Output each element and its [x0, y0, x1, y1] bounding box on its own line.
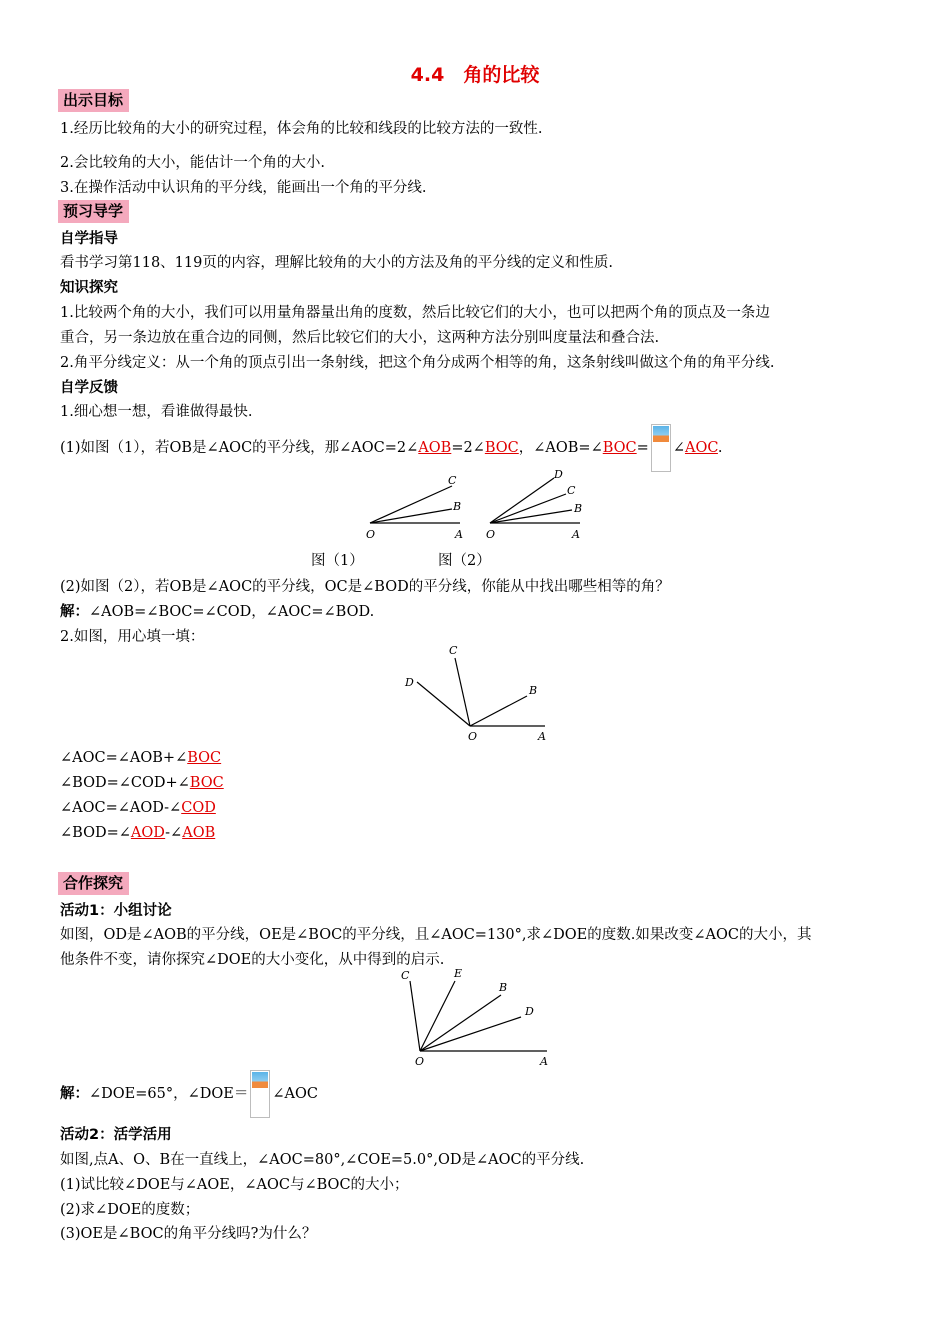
fig2-label-b: B [574, 502, 583, 515]
fig4-label-b: B [499, 981, 508, 994]
figure-3 [395, 640, 565, 745]
q1-mid-2: ，∠AOB=∠ [518, 440, 603, 456]
goal-2: 2.会比较角的大小，能估计一个角的大小. [60, 155, 325, 171]
q2: (2)如图（2），若OB是∠AOC的平分线，OC是∠BOD的平分线，你能从中找出哪些相等的角？ [60, 579, 670, 595]
fill-1-answer: BOC [187, 750, 222, 766]
fraction-image-icon [250, 1070, 270, 1118]
knowledge-1b: 重合，另一条边放在重合边的同侧，然后比较它们的大小，这两种方法分别叫度量法和叠合法. [60, 330, 660, 346]
feedback-title: 自学反馈 [60, 380, 118, 396]
activity-2-q1: (1)试比较∠DOE与∠AOE，∠AOC与∠BOC的大小； [60, 1177, 409, 1193]
q1-answer-3: BOC [602, 440, 637, 456]
fig4-label-e: E [454, 967, 463, 980]
fig1-label-b: B [453, 500, 462, 513]
q1-end: . [717, 440, 723, 456]
fig4-label-c: C [401, 969, 410, 982]
activity-2-q2: (2)求∠DOE的度数； [60, 1202, 200, 1218]
q2-solution-text: ∠AOB=∠BOC=∠COD，∠AOC=∠BOD. [89, 604, 375, 620]
fig3-label-c: C [449, 644, 458, 657]
fill-line-3 [60, 800, 216, 816]
knowledge-2: 2.角平分线定义：从一个角的顶点引出一条射线，把这个角分成两个相等的角，这条射线叫做这个角的角平分线. [60, 355, 775, 371]
figure-1 [370, 486, 460, 523]
q1-answer-1: AOB [418, 440, 452, 456]
q2-solution [60, 600, 374, 621]
q1-mid-1: =2∠ [451, 440, 485, 456]
fill-1-prefix: ∠AOC=∠AOB+∠ [60, 750, 188, 766]
fig2-label-c: C [567, 484, 576, 497]
q2-solution-label: 解： [60, 604, 89, 620]
fig2-label-o: O [486, 528, 496, 541]
fig4-label-d: D [525, 1005, 534, 1018]
fill-4-prefix: ∠BOD=∠ [60, 825, 131, 841]
fill-4-answer: AOD [130, 825, 166, 841]
preview-header: 预习导学 [58, 200, 129, 223]
fig2-caption: 图（2） [438, 553, 491, 569]
figure-4 [395, 965, 560, 1068]
fig3-label-b: B [529, 684, 538, 697]
q1-prefix: (1)如图（1），若OB是∠AOC的平分线，那∠AOC=2∠ [60, 440, 419, 456]
activity-1-text-b: 他条件不变，请你探究∠DOE的大小变化，从中得到的启示. [60, 952, 445, 968]
fill-3-answer: COD [181, 800, 216, 816]
knowledge-title: 知识探究 [60, 280, 118, 296]
fill-2-prefix: ∠BOD=∠COD+∠ [60, 775, 190, 791]
activity-1-solution [60, 1070, 318, 1116]
fig4-label-a: A [540, 1055, 548, 1068]
fig3-label-o: O [468, 730, 478, 743]
activity-1-title: 活动1：小组讨论 [60, 903, 172, 919]
fig1-caption: 图（1） [311, 553, 364, 569]
self-guide-text: 看书学习第118、119页的内容，理解比较角的大小的方法及角的平分线的定义和性质. [60, 255, 613, 271]
activity-1-solution-label: 解： [60, 1086, 89, 1102]
fill-line-4 [60, 825, 215, 841]
activity-1-solution-a: ∠DOE=65°，∠DOE＝ [89, 1086, 249, 1102]
coop-header: 合作探究 [58, 872, 129, 895]
feedback-1: 1.细心想一想，看谁做得最快. [60, 404, 253, 420]
activity-1-text-a: 如图，OD是∠AOB的平分线，OE是∠BOC的平分线，且∠AOC=130°,求∠DOE的度数.如果改变∠AOC的大小，其 [60, 927, 812, 943]
fraction-image-icon [651, 424, 671, 472]
q1-mid-3: = [636, 440, 649, 456]
goal-3: 3.在操作活动中认识角的平分线，能画出一个角的平分线. [60, 180, 427, 196]
activity-2-q3: (3)OE是∠BOC的角平分线吗?为什么？ [60, 1226, 317, 1242]
q1-line [60, 424, 723, 470]
goal-1: 1.经历比较角的大小的研究过程，体会角的比较和线段的比较方法的一致性. [60, 121, 543, 137]
fig1-label-c: C [448, 474, 457, 487]
fill-line-1 [60, 750, 221, 766]
self-guide-title: 自学指导 [60, 231, 118, 247]
feedback-2: 2.如图，用心填一填： [60, 629, 205, 645]
figure-1-2 [360, 466, 600, 544]
fill-4-mid: -∠ [165, 825, 183, 841]
q1-answer-2: BOC [484, 440, 519, 456]
knowledge-1a: 1.比较两个角的大小，我们可以用量角器量出角的度数，然后比较它们的大小，也可以把两个角的顶点及一条边 [60, 305, 770, 321]
fill-2-answer: BOC [189, 775, 224, 791]
fig3-label-a: A [538, 730, 546, 743]
fill-4-answer-2: AOB [182, 825, 216, 841]
fig2-label-d: D [554, 468, 563, 481]
fig2-label-a: A [572, 528, 580, 541]
goals-header: 出示目标 [58, 89, 129, 112]
q1-mid-4: ∠ [672, 440, 685, 456]
fill-3-prefix: ∠AOC=∠AOD-∠ [60, 800, 182, 816]
fig1-label-a: A [455, 528, 463, 541]
page-title: 4.4 角的比较 [410, 64, 540, 86]
activity-1-solution-b: ∠AOC [272, 1086, 318, 1102]
fig3-label-d: D [405, 676, 414, 689]
fig1-label-o: O [366, 528, 376, 541]
activity-2-title: 活动2：活学活用 [60, 1127, 172, 1143]
fill-line-2 [60, 775, 224, 791]
activity-2-text: 如图,点A、O、B在一直线上，∠AOC=80°,∠COE=5.0°,OD是∠AOC的平分线. [60, 1152, 585, 1168]
fig4-label-o: O [415, 1055, 425, 1068]
q1-answer-4: AOC [684, 440, 718, 456]
